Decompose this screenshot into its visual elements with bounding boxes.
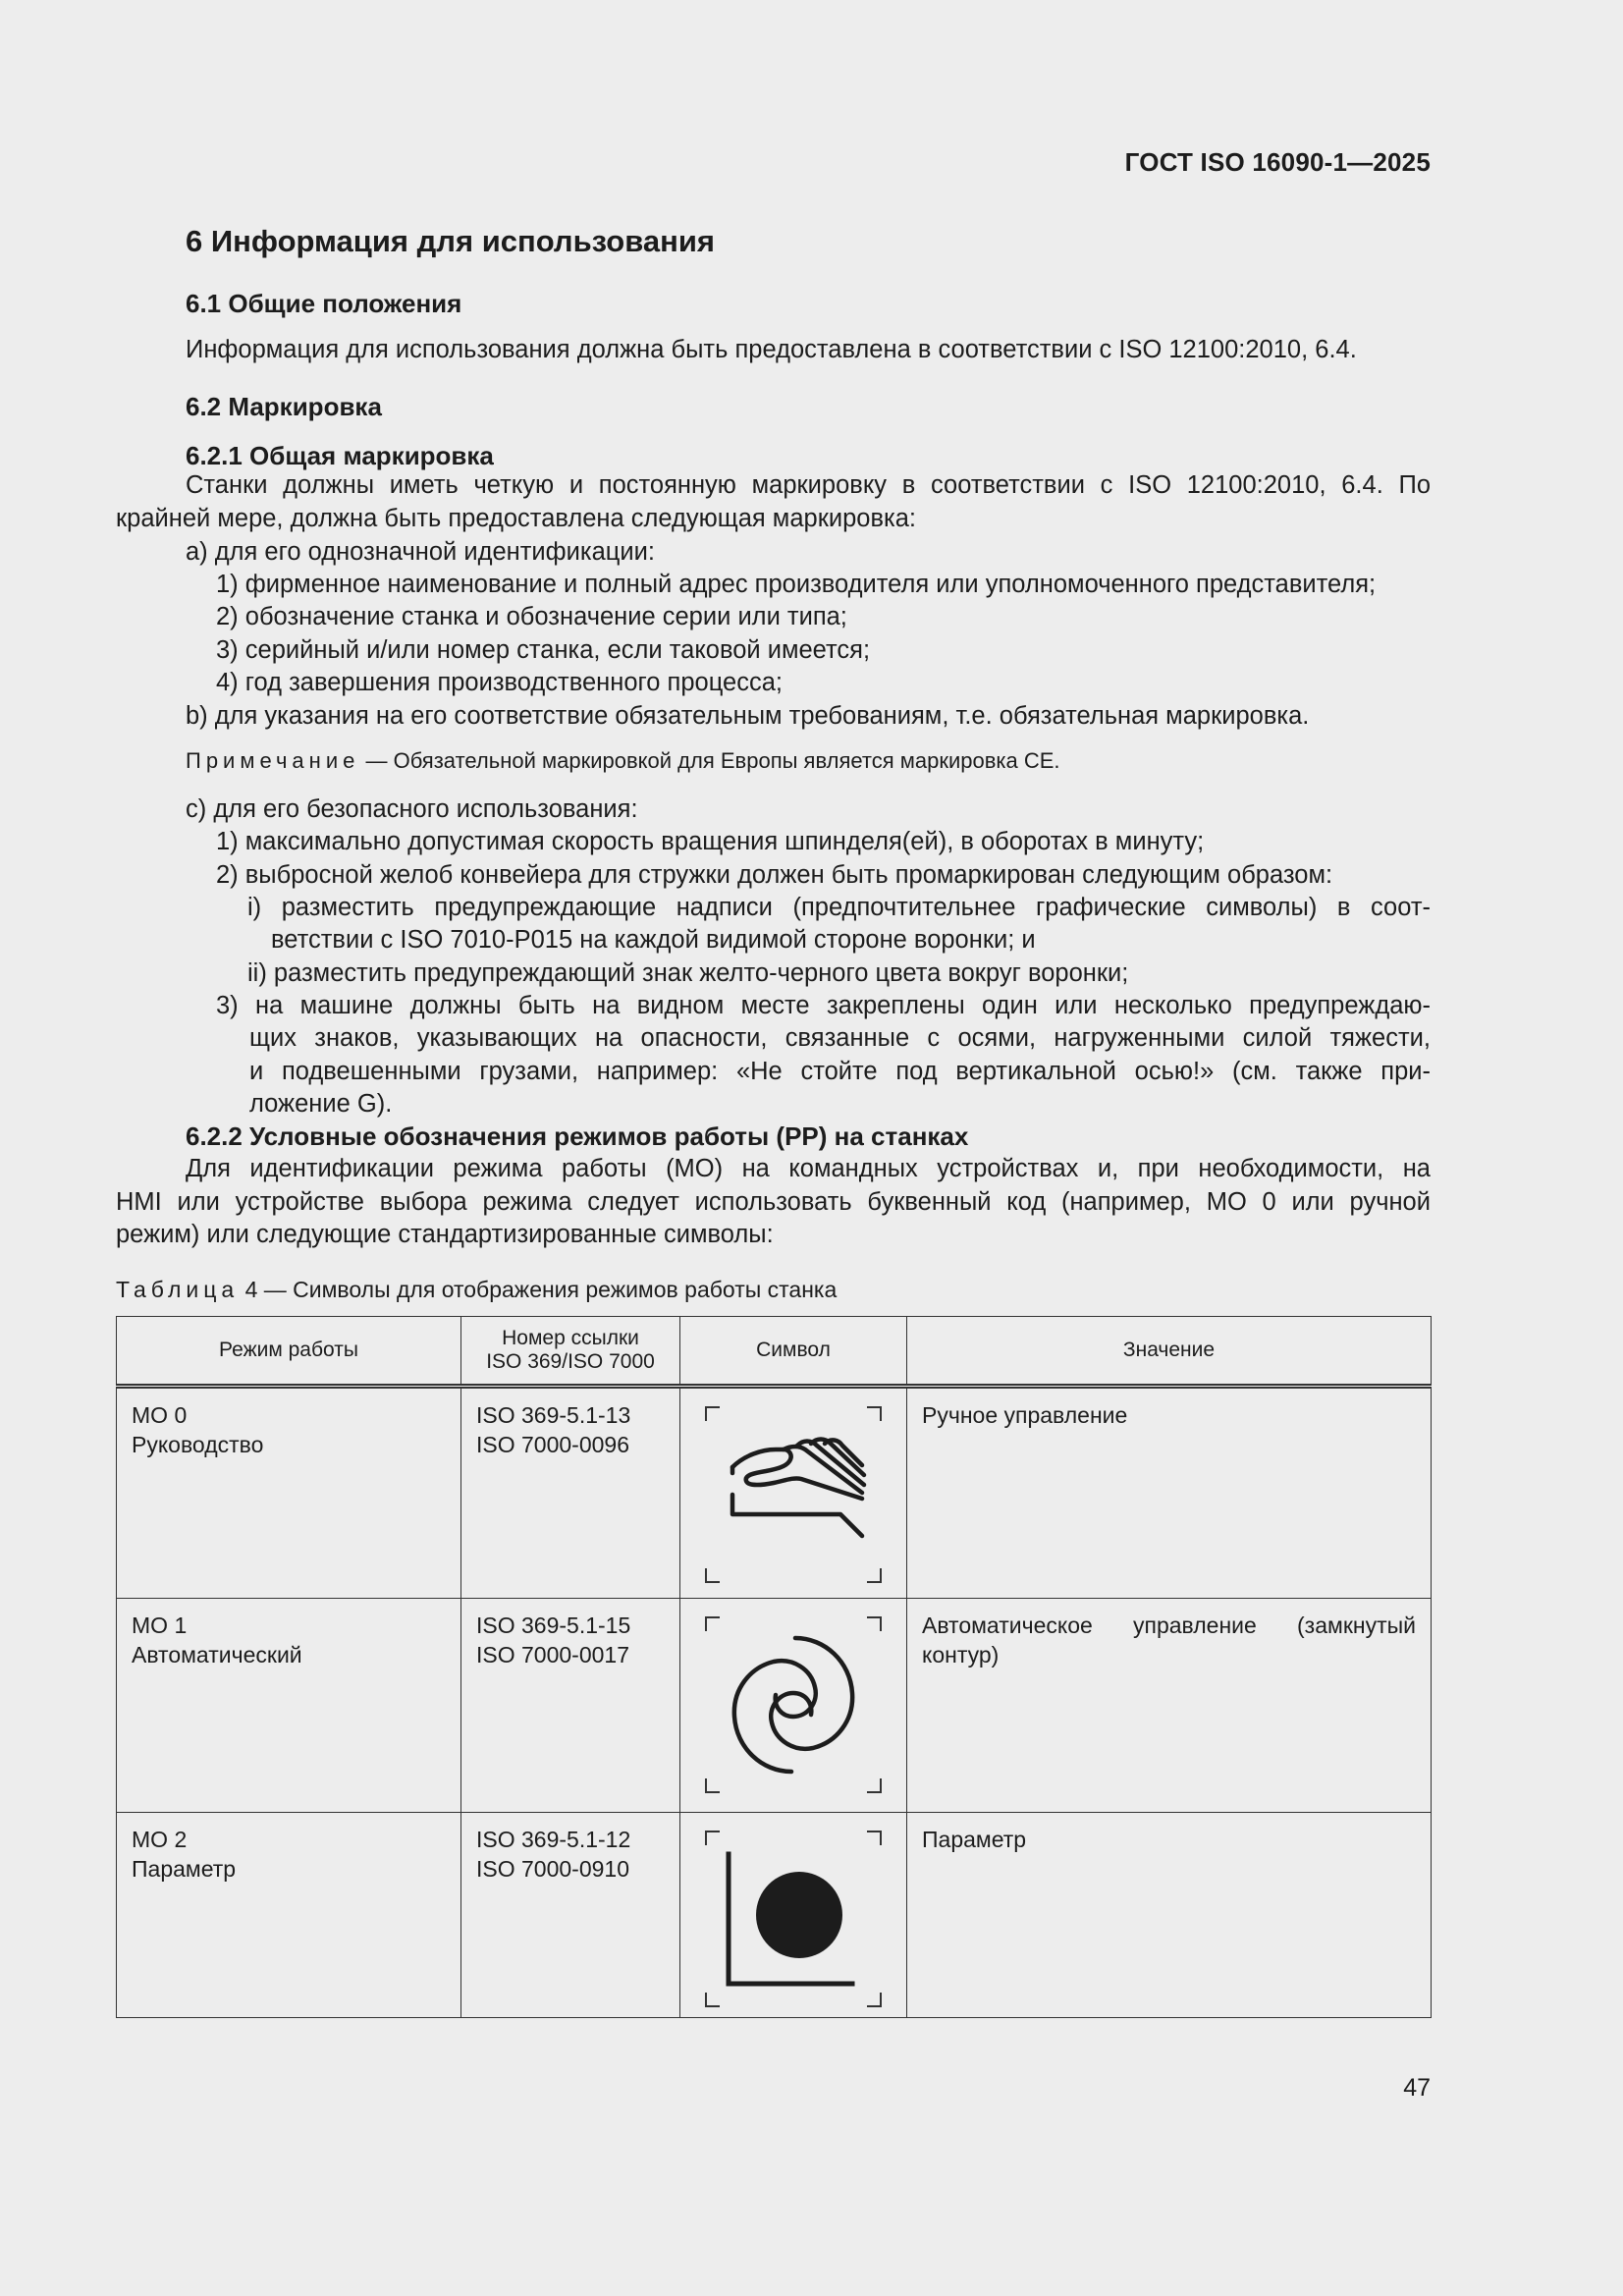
hand-icon (695, 1396, 892, 1593)
list-item-a3: 3) серийный и/или номер станка, если таковой имеется; (216, 636, 871, 664)
list-item-c: с) для его безопасного использования: (186, 795, 638, 823)
mode-name: Автоматический (132, 1642, 302, 1667)
mode-name: Руководство (132, 1432, 264, 1457)
note (186, 748, 1060, 774)
operating-modes-table (116, 1316, 1432, 2018)
table-row (117, 1813, 1432, 2018)
section-6-2-2-line1: Для идентификации режима работы (МО) на командных устройствах и, при необходимости, на (186, 1155, 1431, 1182)
section-6-2-1-line2: крайней мере, должна быть предоставлена следующая маркировка: (116, 505, 916, 532)
mode-cell (117, 1387, 461, 1599)
section-6-2-2-title: 6.2.2 Условные обозначения режимов работы (РР) на станках (186, 1121, 969, 1151)
note-label: Примечание (186, 748, 360, 773)
list-item-a4: 4) год завершения производственного процесса; (216, 669, 783, 696)
section-6-1-title: 6.1 Общие положения (186, 289, 462, 318)
table-caption (116, 1277, 837, 1303)
header-mode: Режим работы (117, 1317, 461, 1387)
list-item-a2: 2) обозначение станка и обозначение серии или типа; (216, 603, 847, 630)
list-item-c3-line4: ложение G). (249, 1090, 393, 1118)
list-item-b: b) для указания на его соответствие обязательным требованиям, т.е. обязательная маркировка. (186, 702, 1310, 730)
list-item-a: а) для его однозначной идентификации: (186, 538, 655, 566)
spiral-icon (695, 1607, 892, 1803)
symbol-cell (680, 1813, 907, 2018)
mode-cell (117, 1813, 461, 2018)
reference-cell (461, 1599, 680, 1813)
list-item-c2-i-line1: i) разместить предупреждающие надписи (предпочтительнее графические символы) в соот- (247, 894, 1431, 921)
section-6-2-2-line3: режим) или следующие стандартизированные символы: (116, 1221, 774, 1248)
list-item-c2-ii: ii) разместить предупреждающий знак желто-черного цвета вокруг воронки; (247, 959, 1129, 987)
reference-iso369: ISO 369-5.1-13 (476, 1402, 631, 1428)
table-caption-label: Таблица (116, 1277, 240, 1302)
mode-code: МО 2 (132, 1827, 188, 1852)
list-item-c3-line3: и подвешенными грузами, например: «Не стойте под вертикальной осью!» (см. также при- (249, 1058, 1431, 1085)
list-item-a1: 1) фирменное наименование и полный адрес производителя или уполномоченного представителя; (216, 571, 1377, 598)
section-6-2-1-title: 6.2.1 Общая маркировка (186, 441, 494, 470)
meaning-cell: Ручное управление (907, 1387, 1432, 1599)
section-6-2-2-line2: HMI или устройстве выбора режима следует использовать буквенный код (например, МО 0 или ручной (116, 1188, 1431, 1216)
header-meaning: Значение (907, 1317, 1432, 1387)
table-header-row (117, 1317, 1432, 1387)
standard-designation: ГОСТ ISO 16090-1—2025 (1124, 147, 1431, 177)
header-reference-line1: Номер ссылки (502, 1327, 639, 1349)
meaning-cell: Автоматическое управление (замкнутый контур) (907, 1599, 1432, 1813)
reference-cell (461, 1387, 680, 1599)
reference-iso7000: ISO 7000-0096 (476, 1432, 630, 1457)
header-reference (461, 1317, 680, 1387)
section-6-2-1-line1: Станки должны иметь четкую и постоянную маркировку в соответствии с ISO 12100:2010, 6.4. По (186, 471, 1431, 499)
section-6-1-text: Информация для использования должна быть предоставлена в соответствии с ISO 12100:2010, 6.4. (186, 336, 1357, 363)
table-row (117, 1599, 1432, 1813)
section-6-2-title: 6.2 Маркировка (186, 392, 382, 421)
list-item-c2-i-line2: ветствии с ISO 7010-P015 на каждой видимой стороне воронки; и (271, 926, 1036, 954)
list-item-c2: 2) выбросной желоб конвейера для стружки должен быть промаркирован следующим образом: (216, 861, 1333, 889)
symbol-cell (680, 1387, 907, 1599)
symbol-cell (680, 1599, 907, 1813)
note-text: — Обязательной маркировкой для Европы является маркировка СЕ. (365, 748, 1060, 773)
mode-cell (117, 1599, 461, 1813)
list-item-c3-line2: щих знаков, указывающих на опасности, связанные с осями, нагруженными силой тяжести, (249, 1024, 1431, 1052)
mode-code: МО 1 (132, 1613, 188, 1638)
page-number: 47 (1403, 2074, 1431, 2102)
list-item-c3-line1: 3) на машине должны быть на видном месте закреплены один или несколько предупреждаю- (216, 992, 1431, 1019)
list-item-c1: 1) максимально допустимая скорость вращения шпинделя(ей), в оборотах в минуту; (216, 828, 1205, 855)
header-reference-line2: ISO 369/ISO 7000 (486, 1350, 655, 1373)
header-symbol: Символ (680, 1317, 907, 1387)
reference-iso369: ISO 369-5.1-15 (476, 1613, 631, 1638)
reference-cell (461, 1813, 680, 2018)
table-row (117, 1387, 1432, 1599)
reference-iso369: ISO 369-5.1-12 (476, 1827, 631, 1852)
mode-code: МО 0 (132, 1402, 188, 1428)
mode-name: Параметр (132, 1856, 237, 1882)
parameter-icon (695, 1821, 892, 2017)
reference-iso7000: ISO 7000-0017 (476, 1642, 630, 1667)
table-caption-text: 4 — Символы для отображения режимов работы станка (244, 1277, 838, 1302)
reference-iso7000: ISO 7000-0910 (476, 1856, 630, 1882)
meaning-cell: Параметр (907, 1813, 1432, 2018)
section-6-title: 6 Информация для использования (186, 224, 715, 258)
